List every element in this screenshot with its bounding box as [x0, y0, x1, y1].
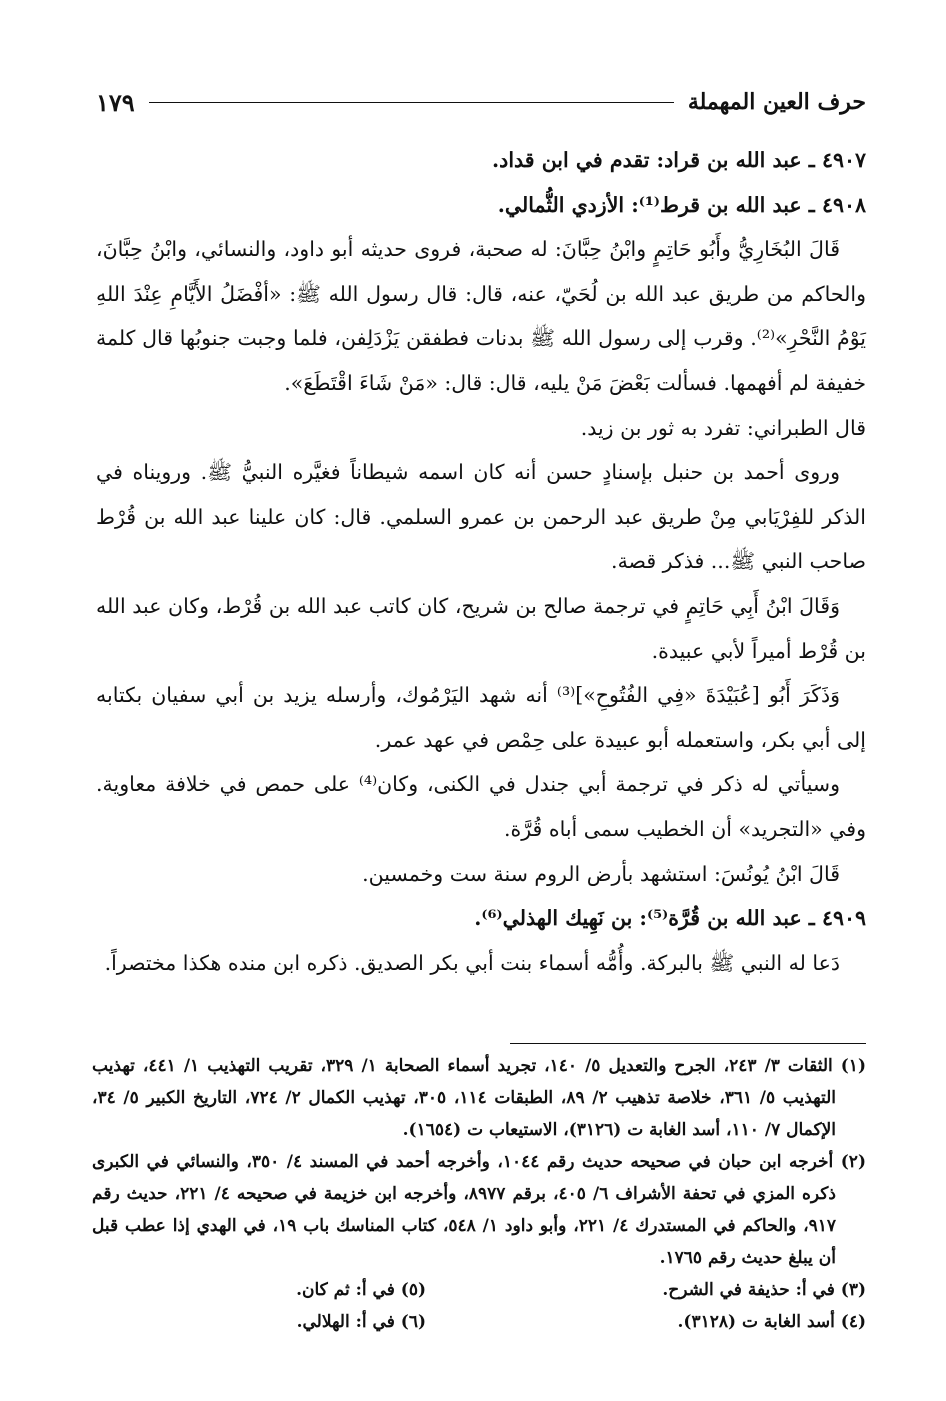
entry-4908: ٤٩٠٨ ـ عبد الله بن قرط⁽¹⁾: الأزدي الثُّمالي. — [497, 192, 866, 217]
page-number: ١٧٩ — [96, 87, 135, 117]
paragraph: وَقَالَ ابْنُ أَبِي حَاتِمٍ في ترجمة صالح بن شريح، كان كاتب عبد الله بن قُرْط، وكان عبد الله بن قُرْط أميراً لأبي عبيدة. — [96, 593, 866, 663]
header-rule — [149, 102, 674, 103]
footnote-3: (٣) في أ: حذيفة في الشرح. — [662, 1280, 866, 1300]
paragraph: قَالَ ابْنُ يُونُسَ: استشهد بأرض الروم سنة ست وخمسين. — [362, 861, 840, 886]
entry-4907: ٤٩٠٧ ـ عبد الله بن قراد: تقدم في ابن قداد. — [492, 148, 866, 172]
paragraph: وَذَكَرَ أَبُو [عُبَيْدَةَ «فِي الفُتُوحِ»]⁽³⁾ أنه شهد اليَرْمُوك، وأرسله يزيد بن أبي سفيان بكتابه إلى أبي بكر، واستعمله أبو عبيدة على حِمْص في عهد عمر. — [96, 683, 866, 752]
footnote-row — [92, 1274, 866, 1306]
paragraph: قال الطبراني: تفرد به ثور بن زيد. — [580, 415, 866, 440]
main-text — [96, 138, 866, 985]
footnote-5: (٥) في أ: ثم كان. — [296, 1280, 426, 1300]
footnotes — [92, 1050, 866, 1338]
paragraph: دَعا له النبي ﷺ بالبركة. وأُمُّه أسماء بنت أبي بكر الصديق. ذكره ابن منده هكذا مختصراً. — [104, 950, 840, 975]
paragraph: وسيأتي له ذكر في ترجمة أبي جندل في الكنى، وكان⁽⁴⁾ على حمص في خلافة معاوية. وفي «التجريد» أن الخطيب سمى أباه قُرَّة. — [96, 772, 866, 841]
footnote-4: (٤) أسد الغابة ت (٣١٢٨). — [677, 1312, 866, 1332]
footnote-row — [92, 1306, 866, 1338]
footnote-separator — [510, 1043, 866, 1044]
paragraph: قَالَ البُخَارِيُّ وأَبُو حَاتِمٍ وابْنُ حِبَّانَ: له صحبة، فروى حديثه أبو داود، والنسائي، وابْنُ حِبَّانَ، والحاكم من طريق عبد الله بن لُحَيّ، عنه، قال: قال رسول الله ﷺ: «أفْضَلُ الأَيَّامِ عِنْدَ اللهِ يَوْمُ النَّحْرِ»⁽²⁾. وقرب إلى رسول الله ﷺ بدنات فطفقن يَزْدَلِفن، فلما وجبت جنوبُها قال كلمة خفيفة لم أفهمها. فسألت بَعْضَ مَنْ يليه، قال: قال: «مَنْ شَاءَ اقْتَطَعَ». — [96, 237, 866, 395]
chapter-title: حرف العين المهملة — [687, 89, 866, 115]
footnote-1: (١) الثقات ٣/ ٢٤٣، الجرح والتعديل ٥/ ١٤٠، تجريد أسماء الصحابة ١/ ٣٢٩، تقريب التهذيب ١/ ٤٤١، تهذيب التهذيب ٥/ ٣٦١، خلاصة تذهيب ٢/ ٨٩، الطبقات ١١٤، ٣٠٥، تهذيب الكمال ٢/ ٧٢٤، التاريخ الكبير ٥/ ٣٤، الإكمال ٧/ ١١٠، أسد الغابة ت (٣١٢٦)، الاستيعاب ت (١٦٥٤). — [92, 1056, 866, 1140]
footnote-6: (٦) في أ: الهلالي. — [296, 1312, 426, 1332]
footnote-2: (٢) أخرجه ابن حبان في صحيحه حديث رقم ١٠٤٤، وأخرجه أحمد في المسند ٤/ ٣٥٠، والنسائي في الكبرى ذكره المزي في تحفة الأشراف ٦/ ٤٠٥، برقم ٨٩٧٧، وأخرجه ابن خزيمة في صحيحه ٤/ ٢٢١، حديث رقم ٩١٧، والحاكم في المستدرك ٤/ ٢٢١، وأبو داود ١/ ٥٤٨، كتاب المناسك باب ١٩، في الهدي إذا عطب قبل أن يبلغ حديث رقم ١٧٦٥. — [92, 1152, 866, 1268]
entry-4909: ٤٩٠٩ ـ عبد الله بن قُرَّة⁽⁵⁾: بن نَهِيك الهذلي⁽⁶⁾. — [474, 906, 866, 931]
running-header — [96, 84, 866, 120]
paragraph: وروى أحمد بن حنبل بإسنادٍ حسن أنه كان اسمه شيطاناً فغيَّره النبيُّ ﷺ. ورويناه في الذكر للفِرْيَابي مِنْ طريق عبد الرحمن بن عمرو السلمي. قال: كان علينا عبد الله بن قُرْط صاحب النبي ﷺ... فذكر قصة. — [96, 460, 866, 574]
